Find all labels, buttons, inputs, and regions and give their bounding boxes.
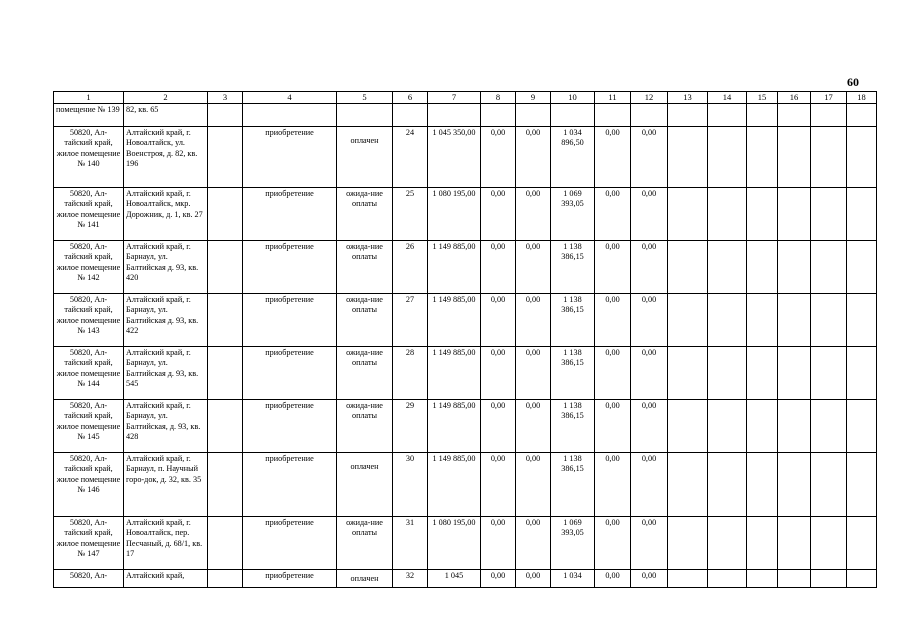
- header-cell: 10: [551, 92, 595, 104]
- object-cell: 50820, Ал-: [54, 570, 124, 588]
- table-row: [54, 188, 877, 241]
- value-cell: 0,00: [481, 570, 516, 588]
- number-cell: 32: [393, 570, 428, 588]
- value-cell: 0,00: [631, 241, 668, 294]
- amount-cell: 1 149 885,00: [428, 453, 481, 517]
- header-cell: 4: [243, 92, 337, 104]
- header-cell: 13: [668, 92, 708, 104]
- number-cell: 25: [393, 188, 428, 241]
- amount-cell: 1 149 885,00: [428, 241, 481, 294]
- table-row: [54, 127, 877, 188]
- header-cell: 2: [124, 92, 208, 104]
- header-cell: 1: [54, 92, 124, 104]
- header-cell: 12: [631, 92, 668, 104]
- object-cell: 50820, Ал-тайский край, жилое помещение № 140: [54, 127, 124, 188]
- header-cell: 18: [847, 92, 877, 104]
- value-cell: 0,00: [516, 347, 551, 400]
- status-cell: ожида-ние оплаты: [337, 188, 393, 241]
- status-cell: ожида-ние оплаты: [337, 517, 393, 570]
- value-cell: 0,00: [516, 188, 551, 241]
- object-cell: 50820, Ал-тайский край, жилое помещение № 142: [54, 241, 124, 294]
- type-cell: приобретение: [243, 127, 337, 188]
- type-cell: приобретение: [243, 347, 337, 400]
- value-cell: 0,00: [481, 294, 516, 347]
- address-cell: Алтайский край, г. Барнаул, ул. Балтийская, д. 93, кв. 428: [124, 400, 208, 453]
- object-cell: 50820, Ал-тайский край, жилое помещение № 144: [54, 347, 124, 400]
- amount-cell: 1 080 195,00: [428, 517, 481, 570]
- document-sheet: [53, 91, 877, 588]
- header-cell: 11: [595, 92, 631, 104]
- value-cell: 0,00: [516, 517, 551, 570]
- header-cell: 3: [208, 92, 243, 104]
- amount-cell: 1 149 885,00: [428, 347, 481, 400]
- amount-cell: 1 149 885,00: [428, 400, 481, 453]
- address-cell: Алтайский край, г. Барнаул, ул. Балтийская д. 93, кв. 420: [124, 241, 208, 294]
- type-cell: приобретение: [243, 294, 337, 347]
- number-cell: 29: [393, 400, 428, 453]
- value-cell: 0,00: [481, 241, 516, 294]
- address-cell: Алтайский край, г. Новоалтайск, пер. Песчаный, д. 68/1, кв. 17: [124, 517, 208, 570]
- number-cell: 27: [393, 294, 428, 347]
- type-cell: приобретение: [243, 570, 337, 588]
- value-cell: 0,00: [595, 453, 631, 517]
- header-cell: 17: [811, 92, 847, 104]
- number-cell: 26: [393, 241, 428, 294]
- value-cell: 0,00: [481, 188, 516, 241]
- address-cell: Алтайский край, г. Новоалтайск, ул. Военстроя, д. 82, кв. 196: [124, 127, 208, 188]
- table-row: [54, 241, 877, 294]
- table-row: [54, 400, 877, 453]
- number-cell: 24: [393, 127, 428, 188]
- amount-cell: 1 045 350,00: [428, 127, 481, 188]
- value-cell: 1 138 386,15: [551, 241, 595, 294]
- status-cell: оплачен: [337, 127, 393, 188]
- value-cell: 1 138 386,15: [551, 453, 595, 517]
- header-cell: 9: [516, 92, 551, 104]
- value-cell: 0,00: [595, 570, 631, 588]
- value-cell: 0,00: [595, 127, 631, 188]
- status-cell: оплачен: [337, 453, 393, 517]
- number-cell: 28: [393, 347, 428, 400]
- header-cell: 14: [708, 92, 747, 104]
- header-cell: 7: [428, 92, 481, 104]
- value-cell: 0,00: [631, 400, 668, 453]
- header-cell: 8: [481, 92, 516, 104]
- value-cell: 0,00: [595, 400, 631, 453]
- value-cell: 0,00: [595, 517, 631, 570]
- status-cell: ожида-ние оплаты: [337, 241, 393, 294]
- value-cell: 0,00: [631, 570, 668, 588]
- header-cell: 15: [747, 92, 778, 104]
- object-cell: 50820, Ал-тайский край, жилое помещение № 146: [54, 453, 124, 517]
- table-row: [54, 453, 877, 517]
- type-cell: приобретение: [243, 188, 337, 241]
- table-row: [54, 517, 877, 570]
- table-row: [54, 347, 877, 400]
- amount-cell: 1 149 885,00: [428, 294, 481, 347]
- amount-cell: 1 080 195,00: [428, 188, 481, 241]
- number-cell: 30: [393, 453, 428, 517]
- address-cell: Алтайский край, г. Барнаул, ул. Балтийская д. 93, кв. 545: [124, 347, 208, 400]
- object-cell: 50820, Ал-тайский край, жилое помещение № 145: [54, 400, 124, 453]
- status-cell: ожида-ние оплаты: [337, 400, 393, 453]
- value-cell: 0,00: [481, 127, 516, 188]
- type-cell: приобретение: [243, 517, 337, 570]
- value-cell: 0,00: [481, 517, 516, 570]
- table-row: [54, 294, 877, 347]
- address-cell: Алтайский край, г. Новоалтайск, мкр. Дорожник, д. 1, кв. 27: [124, 188, 208, 241]
- value-cell: 0,00: [595, 241, 631, 294]
- header-cell: 5: [337, 92, 393, 104]
- value-cell: 0,00: [631, 294, 668, 347]
- address-cell: Алтайский край, г. Барнаул, ул. Балтийская д. 93, кв. 422: [124, 294, 208, 347]
- address-cell: Алтайский край, г. Барнаул, п. Научный горо-док, д. 32, кв. 35: [124, 453, 208, 517]
- property-table: [53, 91, 877, 588]
- value-cell: 0,00: [516, 570, 551, 588]
- value-cell: 1 034 896,50: [551, 127, 595, 188]
- value-cell: 1 138 386,15: [551, 347, 595, 400]
- header-row: [54, 92, 877, 104]
- value-cell: 0,00: [595, 347, 631, 400]
- status-cell: ожида-ние оплаты: [337, 294, 393, 347]
- status-cell: ожида-ние оплаты: [337, 347, 393, 400]
- amount-cell: 1 045: [428, 570, 481, 588]
- value-cell: 0,00: [631, 188, 668, 241]
- type-cell: приобретение: [243, 453, 337, 517]
- type-cell: приобретение: [243, 400, 337, 453]
- address-cell: Алтайский край,: [124, 570, 208, 588]
- table-row-continuation: [54, 104, 877, 127]
- object-cell: 50820, Ал-тайский край, жилое помещение № 143: [54, 294, 124, 347]
- value-cell: 0,00: [481, 347, 516, 400]
- value-cell: 0,00: [631, 347, 668, 400]
- address-cell: 82, кв. 65: [124, 104, 208, 127]
- type-cell: приобретение: [243, 241, 337, 294]
- header-cell: 6: [393, 92, 428, 104]
- value-cell: 0,00: [631, 517, 668, 570]
- value-cell: 0,00: [595, 294, 631, 347]
- header-cell: 16: [778, 92, 811, 104]
- value-cell: 1 138 386,15: [551, 400, 595, 453]
- object-cell: 50820, Ал-тайский край, жилое помещение № 141: [54, 188, 124, 241]
- value-cell: 1 034: [551, 570, 595, 588]
- table-row: [54, 570, 877, 588]
- number-cell: 31: [393, 517, 428, 570]
- value-cell: 0,00: [631, 453, 668, 517]
- value-cell: 0,00: [516, 294, 551, 347]
- value-cell: 1 138 386,15: [551, 294, 595, 347]
- page-number: 60: [847, 75, 859, 89]
- value-cell: 0,00: [516, 453, 551, 517]
- value-cell: 1 069 393,05: [551, 188, 595, 241]
- value-cell: 0,00: [516, 400, 551, 453]
- value-cell: 0,00: [481, 400, 516, 453]
- value-cell: 0,00: [516, 127, 551, 188]
- status-cell: оплачен: [337, 570, 393, 588]
- value-cell: 0,00: [631, 127, 668, 188]
- value-cell: 0,00: [516, 241, 551, 294]
- object-cell: помещение № 139: [54, 104, 124, 127]
- value-cell: 1 069 393,05: [551, 517, 595, 570]
- value-cell: 0,00: [595, 188, 631, 241]
- value-cell: 0,00: [481, 453, 516, 517]
- object-cell: 50820, Ал-тайский край, жилое помещение № 147: [54, 517, 124, 570]
